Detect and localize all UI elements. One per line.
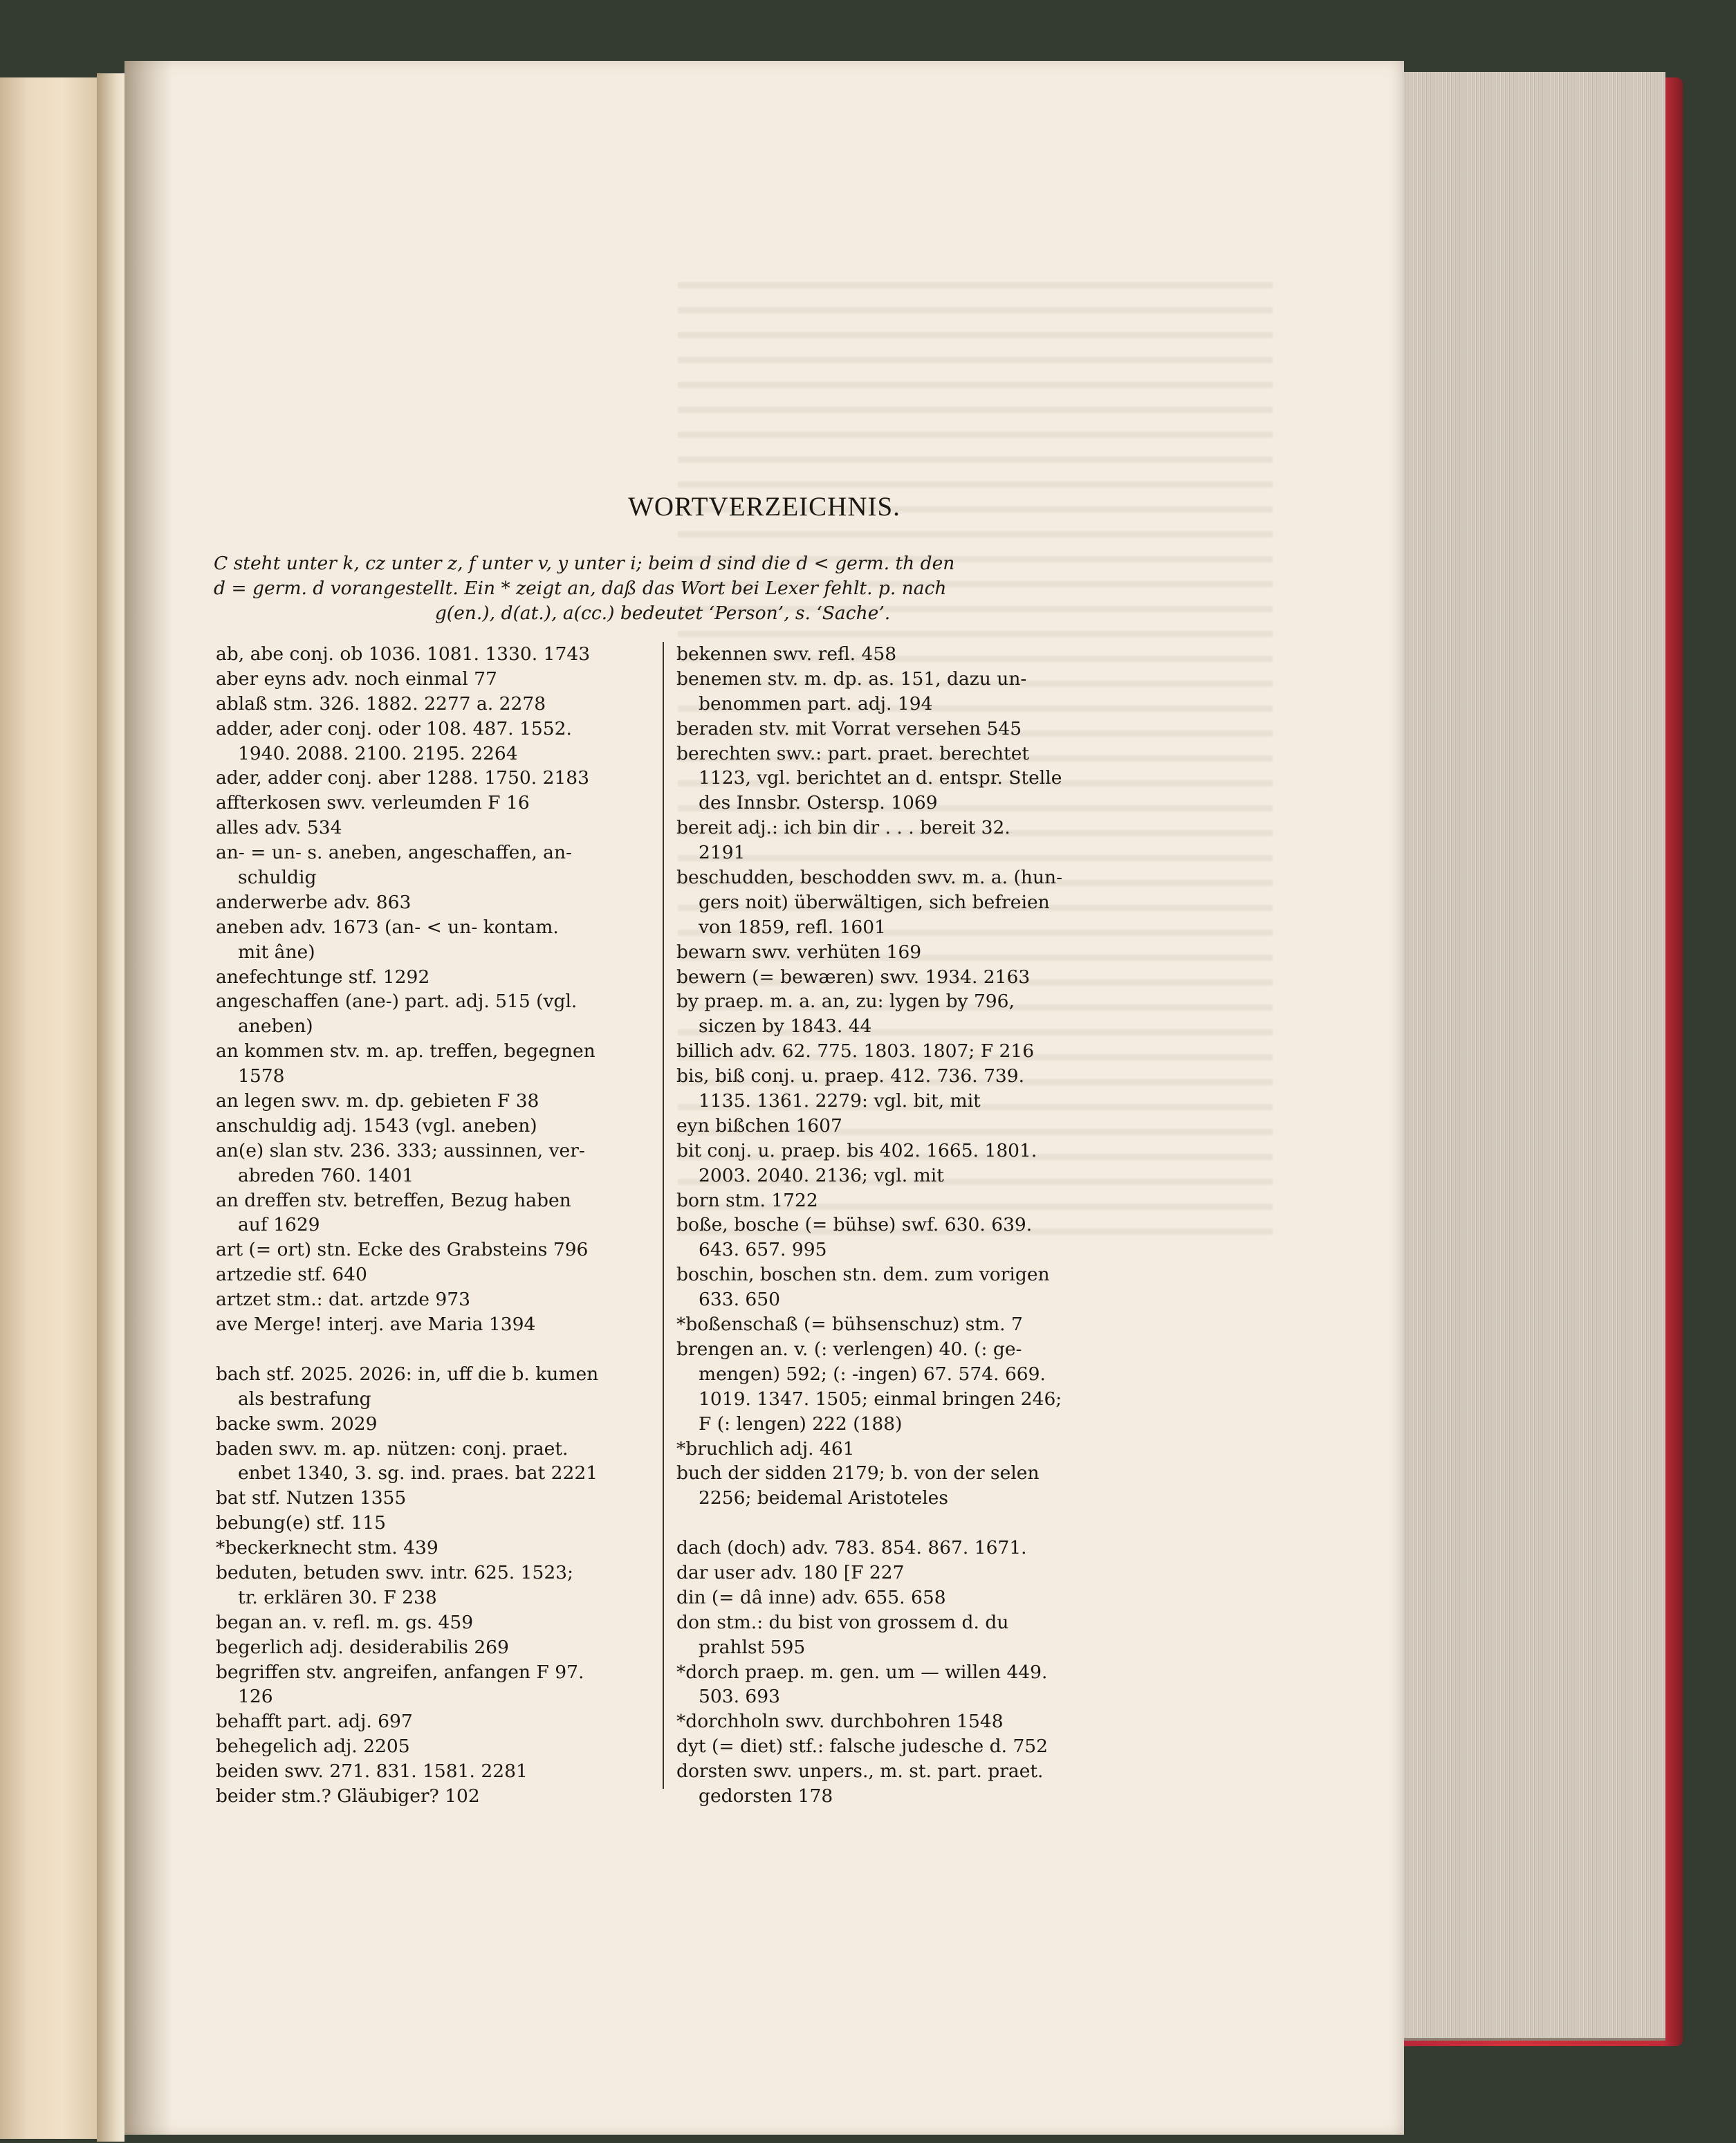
entry-continuation: als bestrafung [238,1388,371,1410]
dictionary-entry: bit conj. u. praep. bis 402. 1665. 1801. [676,1139,1037,1161]
dictionary-entry: boße, bosche (= bühse) swf. 630. 639. [676,1214,1033,1236]
entry-continuation: 503. 693 [699,1686,781,1708]
entry-continuation: 1019. 1347. 1505; einmal bringen 246; [699,1388,1062,1410]
dictionary-entry: bis, biß conj. u. praep. 412. 736. 739. [676,1065,1025,1087]
dictionary-entry: dorsten swv. unpers., m. st. part. praet. [676,1760,1044,1783]
entry-continuation: enbet 1340, 3. sg. ind. praes. bat 2221 [238,1462,598,1484]
section-gap [676,1511,1119,1536]
dictionary-entry: don stm.: du bist von grossem d. du [676,1611,1009,1633]
entry-continuation: siczen by 1843. 44 [699,1015,872,1038]
dictionary-entry: born stm. 1722 [676,1189,818,1211]
entry-continuation: 126 [238,1686,273,1708]
dictionary-entry: *dorch praep. m. gen. um — willen 449. [676,1661,1048,1683]
entry-continuation: F (: lengen) 222 (188) [699,1413,903,1435]
entry-continuation: 1123, vgl. berichtet an d. entspr. Stelle [699,767,1062,789]
dictionary-entry: dar user adv. 180 [F 227 [676,1561,905,1583]
dictionary-entry: alles adv. 534 [216,817,342,839]
dictionary-entry: benemen stv. m. dp. as. 151, dazu un- [676,668,1027,690]
entry-continuation: 633. 650 [699,1289,781,1311]
book-gutter [97,73,124,2142]
dictionary-entry: anderwerbe adv. 863 [216,891,412,913]
dictionary-entry: ader, adder conj. aber 1288. 1750. 2183 [216,767,590,789]
entry-continuation: 2191 [699,842,746,864]
entry-continuation: benommen part. adj. 194 [699,692,933,715]
entry-continuation: 2003. 2040. 2136; vgl. mit [699,1164,944,1186]
dictionary-entry: an(e) slan stv. 236. 333; aussinnen, ver- [216,1139,585,1161]
intro-line: g(en.), d(at.), a(cc.) bedeutet ‘Person’, s. ‘Sache’. [434,603,891,624]
dictionary-entry: bebung(e) stf. 115 [216,1512,387,1534]
entry-continuation: 1578 [238,1065,285,1087]
entry-continuation: prahlst 595 [699,1636,806,1658]
column-divider [663,642,664,1789]
entry-continuation: 643. 657. 995 [699,1239,827,1261]
dictionary-entry: beduten, betuden swv. intr. 625. 1523; [216,1561,573,1583]
entry-continuation: auf 1629 [238,1214,320,1236]
dictionary-entry: bewarn swv. verhüten 169 [676,941,922,963]
entry-continuation: 1940. 2088. 2100. 2195. 2264 [238,742,518,764]
entry-continuation: aneben) [238,1015,313,1038]
dictionary-entry: beschudden, beschodden swv. m. a. (hun- [676,867,1063,889]
dictionary-entry: began an. v. refl. m. gs. 459 [216,1611,474,1633]
dictionary-entry: ave Merge! interj. ave Maria 1394 [216,1314,536,1336]
page-block-fore-edge [1389,72,1665,2041]
entry-continuation: von 1859, refl. 1601 [699,916,887,938]
dictionary-entry: an- = un- s. aneben, angeschaffen, an- [216,842,573,864]
entry-continuation: gedorsten 178 [699,1785,833,1807]
dictionary-entry: an dreffen stv. betreffen, Bezug haben [216,1189,571,1211]
page-curl-shadow [124,61,173,2135]
dictionary-entry: din (= dâ inne) adv. 655. 658 [676,1586,946,1608]
dictionary-entry: boschin, boschen stn. dem. zum vorigen [676,1264,1050,1286]
dictionary-entry: bewern (= bewæren) swv. 1934. 2163 [676,966,1031,988]
entry-continuation: gers noit) überwältigen, sich befreien [699,891,1050,913]
dictionary-entry: ab, abe conj. ob 1036. 1081. 1330. 1743 [216,643,591,665]
dictionary-entry: billich adv. 62. 775. 1803. 1807; F 216 [676,1040,1035,1063]
dictionary-entry: backe swm. 2029 [216,1413,378,1435]
dictionary-entry: an kommen stv. m. ap. treffen, begegnen [216,1040,595,1063]
entry-continuation: mit âne) [238,941,315,963]
right-column [676,642,1119,1809]
entry-continuation: tr. erklären 30. F 238 [238,1586,437,1608]
left-column [216,642,658,1809]
entry-continuation: 1135. 1361. 2279: vgl. bit, mit [699,1090,981,1112]
entry-continuation: schuldig [238,867,317,889]
intro-line: d = germ. d vorangestellt. Ein * zeigt an, daß das Wort bei Lexer fehlt. p. nach [214,578,947,599]
dictionary-entry: begriffen stv. angreifen, anfangen F 97. [216,1661,584,1683]
dictionary-entry: beider stm.? Gläubiger? 102 [216,1785,480,1807]
dictionary-entry: begerlich adj. desiderabilis 269 [216,1636,509,1658]
dictionary-entry: bereit adj.: ich bin dir . . . bereit 32. [676,817,1010,839]
dictionary-entry: *dorchholn swv. durchbohren 1548 [676,1711,1004,1733]
dictionary-entry: an legen swv. m. dp. gebieten F 38 [216,1090,539,1112]
dictionary-entry: artzedie stf. 640 [216,1264,367,1286]
dictionary-entry: anschuldig adj. 1543 (vgl. aneben) [216,1114,537,1137]
page-title: WORTVERZEICHNIS. [628,492,901,522]
dictionary-entry: beiden swv. 271. 831. 1581. 2281 [216,1760,528,1783]
dictionary-entry: aber eyns adv. noch einmal 77 [216,668,497,690]
dictionary-entry: adder, ader conj. oder 108. 487. 1552. [216,717,572,739]
dictionary-entry: art (= ort) stn. Ecke des Grabsteins 796 [216,1239,589,1261]
dictionary-entry: behafft part. adj. 697 [216,1711,413,1733]
dictionary-entry: *boßenschaß (= bühsenschuz) stm. 7 [676,1314,1023,1336]
dictionary-entry: dyt (= diet) stf.: falsche judesche d. 752 [676,1736,1049,1758]
dictionary-entry: brengen an. v. (: verlengen) 40. (: ge- [676,1338,1022,1360]
dictionary-entry: *bruchlich adj. 461 [676,1437,855,1460]
dictionary-entry: ablaß stm. 326. 1882. 2277 a. 2278 [216,692,546,715]
dictionary-entry: bekennen swv. refl. 458 [676,643,897,665]
dictionary-entry: dach (doch) adv. 783. 854. 867. 1671. [676,1537,1027,1559]
dictionary-entry: baden swv. m. ap. nützen: conj. praet. [216,1437,569,1460]
entry-continuation: mengen) 592; (: -ingen) 67. 574. 669. [699,1363,1046,1385]
dictionary-entry: anefechtunge stf. 1292 [216,966,430,988]
dictionary-entry: artzet stm.: dat. artzde 973 [216,1289,470,1311]
dictionary-entry: aneben adv. 1673 (an- < un- kontam. [216,916,559,938]
dictionary-entry: eyn bißchen 1607 [676,1114,842,1137]
dictionary-entry: bach stf. 2025. 2026: in, uff die b. kumen [216,1363,599,1385]
dictionary-entry: behegelich adj. 2205 [216,1736,410,1758]
intro-paragraph [214,551,1111,626]
intro-line: C steht unter k, cz unter z, f unter v, y unter i; beim d sind die d < germ. th den [214,553,955,574]
dictionary-entry: angeschaffen (ane-) part. adj. 515 (vgl. [216,991,578,1013]
dictionary-entry: beraden stv. mit Vorrat versehen 545 [676,717,1022,739]
dictionary-entry: buch der sidden 2179; b. von der selen [676,1462,1040,1484]
entry-continuation: 2256; beidemal Aristoteles [699,1487,948,1509]
dictionary-entry: *beckerknecht stm. 439 [216,1537,438,1559]
section-gap [216,1337,658,1362]
entry-continuation: abreden 760. 1401 [238,1164,414,1186]
dictionary-entry: berechten swv.: part. praet. berechtet [676,742,1030,764]
entry-continuation: des Innsbr. Ostersp. 1069 [699,792,938,814]
dictionary-entry: bat stf. Nutzen 1355 [216,1487,407,1509]
facing-page-shadow [0,77,28,2139]
dictionary-entry: by praep. m. a. an, zu: lygen by 796, [676,991,1015,1013]
dictionary-entry: affterkosen swv. verleumden F 16 [216,792,530,814]
